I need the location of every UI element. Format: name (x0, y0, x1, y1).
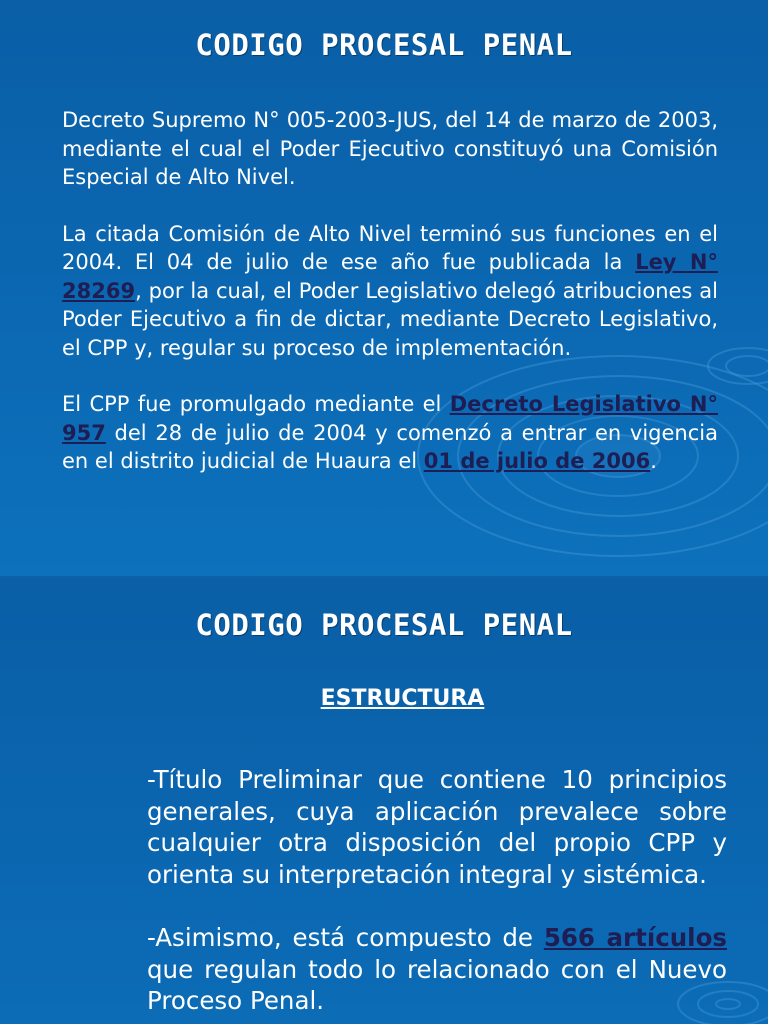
paragraph-text: La citada Comisión de Alto Nivel terminó sus funciones en el 2004. El 04 de julio de ese año fue publicada la (62, 221, 718, 274)
paragraph-text: del 28 de julio de 2004 y comenzó a entrar en vigencia en el distrito judicial de Huaura el (62, 420, 718, 473)
slide-2 (0, 578, 768, 1024)
paragraph-text: que regulan todo lo relacionado con el Nuevo Proceso Penal. (147, 954, 727, 1015)
vigencia-date: 01 de julio de 2006 (423, 449, 651, 473)
list-item-titulo-preliminar: -Título Preliminar que contiene 10 principios generales, cuya aplicación prevalece sobre cualquier otra disposición del propio CPP y orienta su interpretación integral y sistémica. (147, 765, 727, 889)
articulos-count: 566 artículos (543, 923, 727, 952)
list-item-articulos (147, 922, 727, 1017)
ley-number: 28269 (62, 278, 136, 303)
paragraph-text: -Asimismo, está compuesto de (147, 923, 544, 952)
paragraph-decreto-supremo: Decreto Supremo N° 005-2003-JUS, del 14 de marzo de 2003, mediante el cual el Poder Ejecutivo constituyó una Comisión Especial de Alto Nivel. (62, 108, 718, 189)
paragraph-text: El CPP fue promulgado mediante el (62, 392, 450, 416)
estructura-heading: ESTRUCTURA (320, 686, 485, 711)
paragraph-text: . (650, 449, 657, 473)
slide-1-body (62, 106, 718, 476)
ley-label: Ley N° (635, 250, 719, 274)
paragraph-comision (62, 220, 718, 363)
slide-2-body (147, 764, 727, 1024)
slide-1-title: CODIGO PROCESAL PENAL (195, 28, 573, 62)
decreto-legislativo-link: Decreto Legislativo N° 957 (62, 392, 718, 445)
paragraph-text: , por la cual, el Poder Legislativo delegó atribuciones al Poder Ejecutivo a fin de dictar, mediante Decreto Legislativo, el CPP y, regular su proceso de implementación. (62, 278, 718, 360)
slide-2-title: CODIGO PROCESAL PENAL (195, 608, 573, 642)
paragraph-promulgacion (62, 390, 718, 476)
